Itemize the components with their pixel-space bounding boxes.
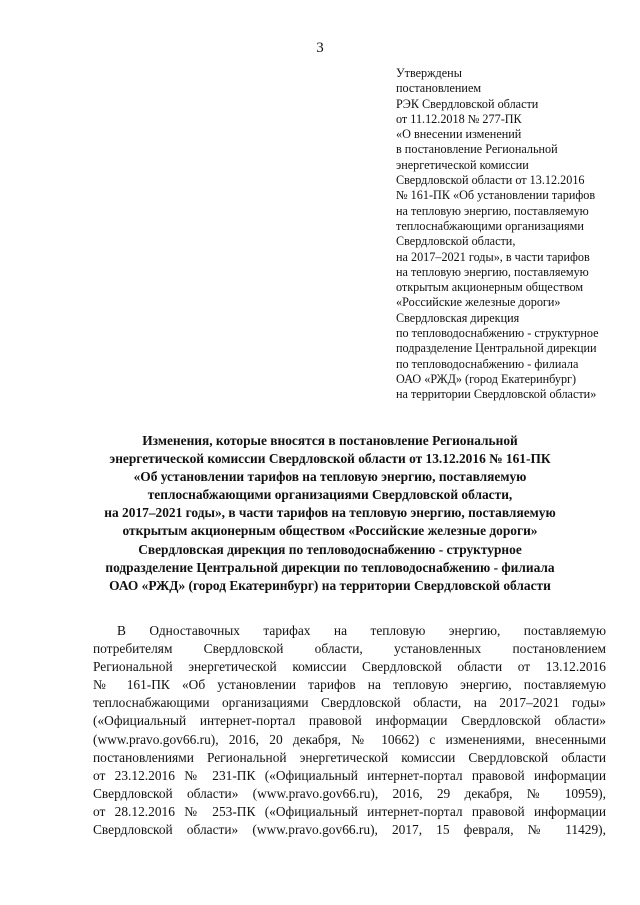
approval-line: по тепловодоснабжению - структурное xyxy=(396,326,599,341)
approval-line: на тепловую энергию, поставляемую xyxy=(396,203,589,218)
approval-line: Свердловской области, xyxy=(396,234,516,249)
heading-line: Свердловская дирекция по тепловодоснабжению - структурное xyxy=(138,541,522,557)
document-heading xyxy=(60,432,600,595)
body-line: (www.pravo.gov66.ru), 2016, 20 декабря, № 10662) с изменениями, внесенными xyxy=(93,731,606,747)
page-number: 3 xyxy=(316,40,324,56)
heading-line: «Об установлении тарифов на тепловую энергию, поставляемую xyxy=(133,469,527,485)
approval-line: Свердловская дирекция xyxy=(396,310,520,325)
body-line: от 28.12.2016 № 253-ПК («Официальный интернет-портал правовой информации xyxy=(93,803,606,819)
approval-line: постановлением xyxy=(396,81,482,96)
approval-line: Свердловской области от 13.12.2016 xyxy=(396,173,585,188)
heading-line: открытым акционерным обществом «Российские железные дороги» xyxy=(122,523,538,539)
approval-line: «О внесении изменений xyxy=(396,127,522,142)
body-line: № 161-ПК «Об установлении тарифов на тепловую энергию, поставляемую xyxy=(93,677,606,693)
approval-line: на тепловую энергию, поставляемую xyxy=(396,264,589,279)
body-line: постановлениями Региональной энергетической комиссии Свердловской области xyxy=(93,749,606,765)
approval-block xyxy=(396,66,628,403)
heading-line: Изменения, которые вносятся в постановление Региональной xyxy=(142,433,518,448)
approval-line: подразделение Центральной дирекции xyxy=(396,341,597,356)
body-line: Свердловской области» (www.pravo.gov66.ru), 2017, 15 февраля, № 11429), xyxy=(93,822,606,838)
body-paragraph xyxy=(93,622,606,839)
approval-line: энергетической комиссии xyxy=(396,157,529,172)
approval-line: на территории Свердловской области» xyxy=(396,387,597,402)
body-line: от 23.12.2016 № 231-ПК («Официальный интернет-портал правовой информации xyxy=(93,767,606,783)
approval-line: от 11.12.2018 № 277-ПК xyxy=(396,111,522,126)
body-line: («Официальный интернет-портал правовой информации Свердловской области» xyxy=(93,713,606,729)
approval-line: РЭК Свердловской области xyxy=(396,96,539,111)
approval-line: открытым акционерным обществом xyxy=(396,280,584,295)
body-line: Региональной энергетической комиссии Свердловской области от 13.12.2016 xyxy=(93,659,606,675)
approval-line: «Российские железные дороги» xyxy=(396,295,561,310)
approval-line: на 2017–2021 годы», в части тарифов xyxy=(396,249,590,264)
body-line: теплоснабжающими организациями Свердловской области, на 2017–2021 годы» xyxy=(93,695,606,711)
heading-line: подразделение Центральной дирекции по тепловодоснабжению - филиала xyxy=(105,559,555,575)
approval-line: ОАО «РЖД» (город Екатеринбург) xyxy=(396,371,577,386)
heading-line: на 2017–2021 годы», в части тарифов на тепловую энергию, поставляемую xyxy=(104,505,556,521)
approval-line: по тепловодоснабжению - филиала xyxy=(396,356,579,371)
body-line: В Одноставочных тарифах на тепловую энергию, поставляемую xyxy=(117,623,606,638)
approval-line: № 161-ПК «Об установлении тарифов xyxy=(396,188,596,203)
approval-line: в постановление Региональной xyxy=(396,142,558,157)
approval-line: Утверждены xyxy=(396,66,462,80)
heading-line: ОАО «РЖД» (город Екатеринбург) на территории Свердловской области xyxy=(109,577,551,593)
heading-line: теплоснабжающими организациями Свердловской области, xyxy=(147,487,513,503)
body-line: потребителям Свердловской области, установленных постановлением xyxy=(93,641,606,657)
body-line: Свердловской области» (www.pravo.gov66.ru), 2016, 29 декабря, № 10959), xyxy=(93,785,606,801)
approval-line: теплоснабжающими организациями xyxy=(396,218,584,233)
heading-line: энергетической комиссии Свердловской области от 13.12.2016 № 161-ПК xyxy=(109,451,551,467)
